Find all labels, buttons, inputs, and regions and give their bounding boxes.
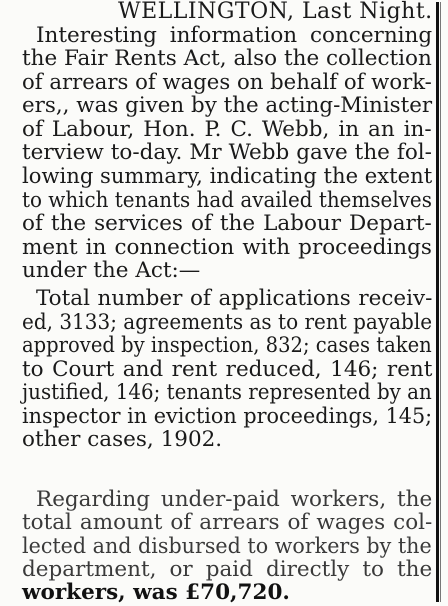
dateline: WELLINGTON, Last Night. — [118, 0, 433, 24]
para1-line-2: the Fair Rents Act, also the collection — [22, 46, 432, 71]
para1-line-6: terview to-day. Mr Webb gave the fol- — [22, 140, 432, 165]
column-rule — [436, 2, 439, 602]
para3-line-2: total amount of arrears of wages col- — [22, 510, 433, 535]
column-rule-shadow — [440, 2, 441, 602]
para1-line-1: Interesting information concerning — [36, 23, 433, 48]
para1-line-11: under the Act:— — [22, 258, 201, 283]
para2-line-5: justified, 146; tenants represented by an — [22, 380, 432, 405]
para2-line-7: other cases, 1902. — [22, 427, 223, 452]
para1-line-4: ers,, was given by the acting-Minister — [22, 93, 433, 118]
para1-line-10: ment in connection with proceedings — [22, 235, 432, 260]
para2-line-2: ed, 3133; agreements as to rent payable — [22, 310, 433, 335]
para1-line-5: of Labour, Hon. P. C. Webb, in an in- — [22, 117, 432, 142]
para2-line-6: inspector in eviction proceedings, 145; — [22, 404, 433, 429]
para3-line-5: workers, was £70,720. — [22, 580, 290, 605]
para3-line-3: lected and disbursed to workers by the — [22, 534, 432, 559]
para3-line-4: department, or paid directly to the — [22, 557, 433, 582]
para1-line-8: to which tenants had availed themselves — [22, 188, 432, 213]
para2-line-4: to Court and rent reduced, 146; rent — [22, 357, 433, 382]
para2-line-3: approved by inspection, 832; cases taken — [22, 333, 432, 358]
para3-line-1: Regarding under-paid workers, the — [36, 487, 433, 512]
para1-line-3: of arrears of wages on behalf of work- — [22, 70, 432, 95]
para1-line-9: of the services of the Labour Depart- — [22, 211, 432, 236]
para1-line-7: lowing summary, indicating the extent — [22, 164, 433, 189]
para2-line-1: Total number of applications receiv- — [36, 286, 433, 311]
